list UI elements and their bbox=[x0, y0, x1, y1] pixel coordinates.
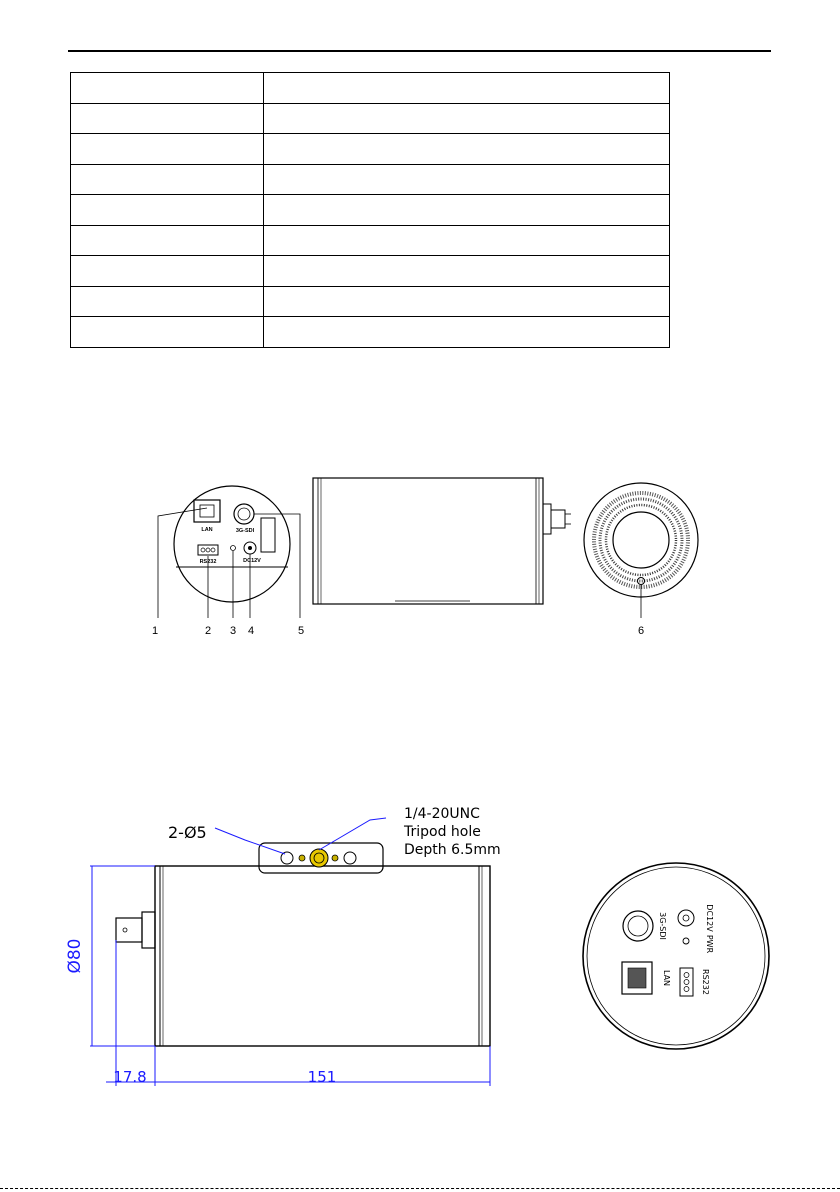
sdi-label: 3G-SDI bbox=[235, 528, 255, 534]
rear-panel-drawing bbox=[583, 863, 769, 1049]
body-length-dimension: 151 bbox=[307, 1068, 337, 1086]
callout-6: 6 bbox=[637, 625, 645, 637]
tripod-annotation-line1: 1/4-20UNC bbox=[404, 806, 480, 822]
rs232-label: RS232 bbox=[199, 559, 217, 565]
dc-label: DC12V bbox=[243, 558, 261, 564]
screw-hole-annotation: 2-Ø5 bbox=[168, 823, 207, 842]
callout-2: 2 bbox=[204, 625, 212, 637]
connector-length-dimension: 17.8 bbox=[113, 1068, 147, 1086]
tripod-annotation-line2: Tripod hole bbox=[404, 824, 481, 840]
tripod-annotation-line3: Depth 6.5mm bbox=[404, 842, 501, 858]
rear-sdi-port-icon bbox=[623, 911, 653, 941]
diameter-dimension: Ø80 bbox=[65, 938, 85, 974]
rear-dc-port-icon bbox=[678, 910, 694, 926]
callout-5: 5 bbox=[297, 625, 305, 637]
callout-4: 4 bbox=[247, 625, 255, 637]
footer-rule bbox=[0, 1188, 840, 1189]
lan-label: LAN bbox=[201, 527, 213, 533]
rear-dc-label: DC12V bbox=[705, 904, 714, 932]
rear-rs232-label: RS232 bbox=[701, 969, 710, 995]
rear-pwr-label: PWR bbox=[705, 934, 714, 954]
rear-sdi-label: 3G-SDI bbox=[658, 912, 667, 940]
rear-lan-label: LAN bbox=[662, 969, 671, 987]
rear-led-icon bbox=[683, 938, 689, 944]
callout-1: 1 bbox=[151, 625, 159, 637]
dimension-side-view bbox=[116, 843, 490, 1046]
callout-3: 3 bbox=[229, 625, 237, 637]
